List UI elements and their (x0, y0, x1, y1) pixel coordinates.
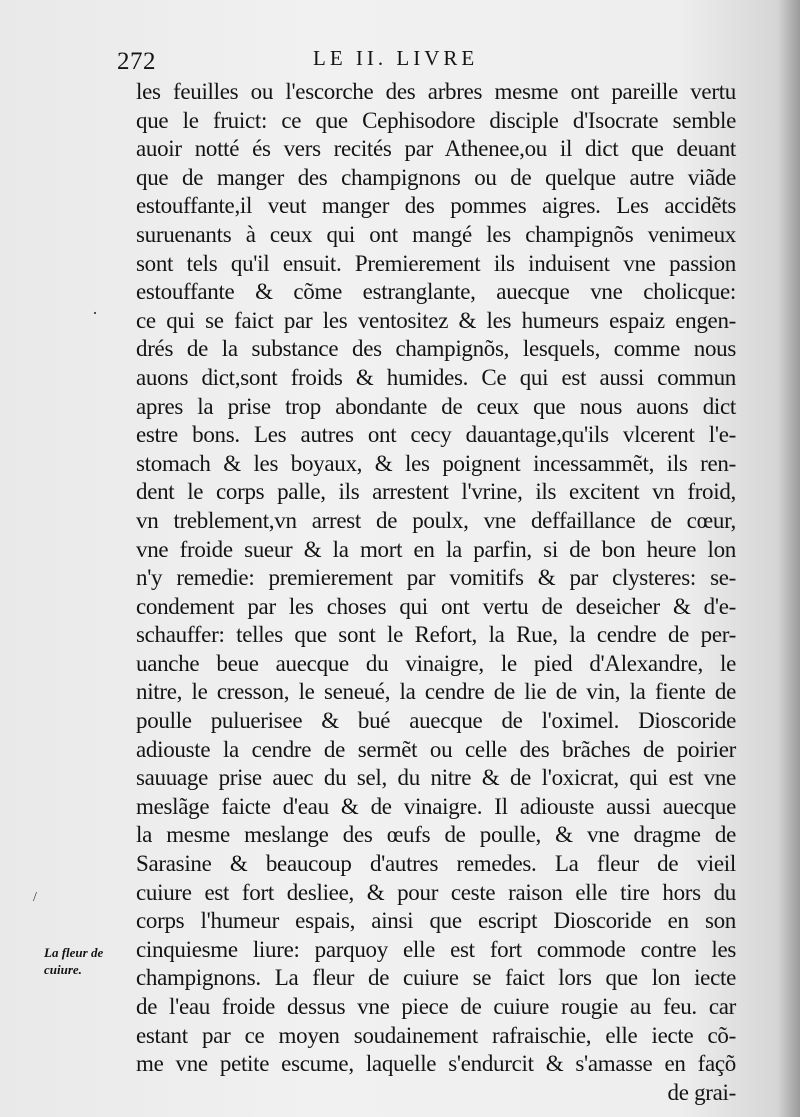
text-line: cinquiesme liure: parquoy elle est fort commode contre les (136, 936, 736, 962)
text-line: drés de la substance des champignõs, lesquels, comme nous (136, 336, 736, 362)
text-line: n'y remedie: premierement par vomitifs & par clysteres: se- (136, 565, 736, 591)
text-line: Sarasine & beaucoup d'autres remedes. La fleur de vieil (136, 851, 736, 877)
text-line: sauuage prise auec du sel, du nitre & de l'oxicrat, qui est vne (136, 765, 736, 791)
marginal-note-line: cuiure. (44, 962, 82, 977)
text-line: schauffer: telles que sont le Refort, la Rue, la cendre de per- (136, 622, 736, 648)
text-line: que le fruict: ce que Cephisodore disciple d'Isocrate semble (136, 107, 736, 133)
text-line: corps l'humeur espais, ainsi que escript Dioscoride en son (136, 908, 736, 934)
marginal-note (44, 944, 124, 978)
text-line: poulle puluerisee & bué auecque de l'oximel. Dioscoride (136, 708, 736, 734)
catchword-line: de grai- (667, 1079, 736, 1105)
ink-dot-mark: · (92, 303, 98, 323)
text-line: suruenants à ceux qui ont mangé les champignõs venimeux (136, 221, 736, 247)
page-header (117, 44, 737, 78)
text-line: estant par ce moyen soudainement rafraischie, elle iecte cõ- (136, 1022, 736, 1048)
text-line: auoir notté és vers recités par Athenee,ou il dict que deuant (136, 136, 736, 162)
text-line: sont tels qu'il ensuit. Premierement ils induisent vne passion (136, 250, 736, 276)
text-line: me vne petite escume, laquelle s'endurcit & s'amasse en façõ (136, 1051, 736, 1077)
text-line: condement par les choses qui ont vertu de deseicher & d'e- (136, 593, 736, 619)
text-line: apres la prise trop abondante de ceux que nous auons dict (136, 393, 736, 419)
text-line: nitre, le cresson, le seneué, la cendre de lie de vin, la fiente de (136, 679, 736, 705)
text-line: vne froide sueur & la mort en la parfin, si de bon heure lon (136, 536, 736, 562)
text-line: les feuilles ou l'escorche des arbres mesme ont pareille vertu (136, 79, 736, 104)
text-line: de l'eau froide dessus vne piece de cuiure rougie au feu. car (136, 994, 736, 1019)
text-line: estouffante & cõme estranglante, auecque vne cholicque: (136, 279, 736, 305)
running-title: LE II. LIVRE (313, 46, 479, 70)
text-line: que de manger des champignons ou de quelque autre viãde (136, 164, 736, 190)
text-line: stomach & les boyaux, & les poignent incessammẽt, ils ren- (136, 450, 736, 476)
text-line: meslãge faicte d'eau & de vinaigre. Il adiouste aussi auecque (136, 793, 736, 819)
page-number: 272 (117, 48, 156, 75)
text-line: champignons. La fleur de cuiure se faict lors que lon iecte (136, 965, 736, 991)
ink-slash-mark: / (33, 890, 37, 905)
body-text (136, 78, 736, 1107)
text-line: cuiure est fort desliee, & pour ceste raison elle tire hors du (136, 879, 736, 905)
text-line: estouffante,il veut manger des pommes aigres. Les accidẽts (136, 193, 736, 219)
text-line: ce qui se faict par les ventositez & les humeurs espaiz engen- (136, 307, 736, 333)
text-line: uanche beue auecque du vinaigre, le pied d'Alexandre, le (136, 650, 736, 676)
text-line: vn treblement,vn arrest de poulx, vne deffaillance de cœur, (136, 507, 736, 533)
text-line: la mesme meslange des œufs de poulle, & vne dragme de (136, 822, 736, 848)
text-line: dent le corps palle, ils arrestent l'vrine, ils excitent vn froid, (136, 479, 736, 505)
marginal-note-line: La fleur de (44, 945, 104, 960)
text-line: estre bons. Les autres ont cecy dauantage,qu'ils vlcerent l'e- (136, 422, 736, 448)
text-line: auons dict,sont froids & humides. Ce qui est aussi commun (136, 364, 736, 390)
page-edge-shadow (778, 0, 800, 1117)
text-line: adiouste la cendre de sermẽt ou celle des brãches de poirier (136, 736, 736, 762)
